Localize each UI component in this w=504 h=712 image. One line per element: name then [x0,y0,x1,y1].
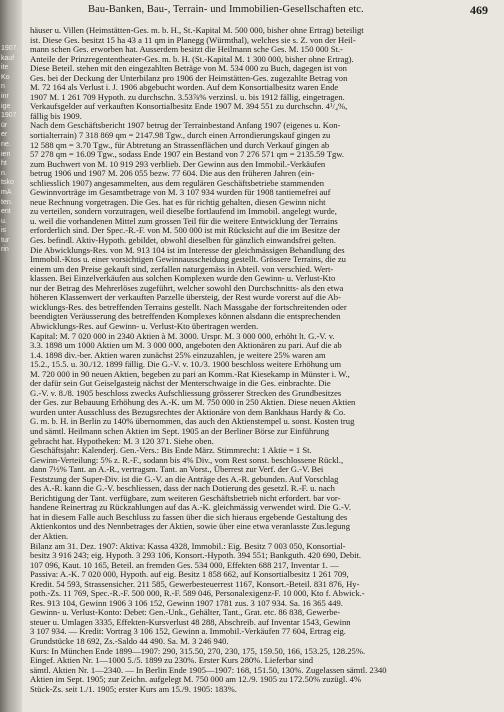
running-title: Bau-Banken, Bau-, Terrain- und Immobilien-Gesellschaften etc. [88,4,364,15]
body-line: Eingef. Aktien Nr. 1—1000 5./5. 1899 zu 230%. Erster Kurs 280%. Lieferbar sind [30,656,314,666]
body-line: Berichtigung der Tant. verfügbare, zum weiteren Geschäftsbetrieb nicht erfordert. bar vor- [30,493,341,503]
body-line: Anteile der Prinzregententheater-Ges. m. b. H. (St.-Kapital M. 1 300 000, bisher ohne Ertrag). [30,54,354,64]
body-line: erforderlich sind. Der Spec.-R.-F. von M. 500 000 ist mit Rücksicht auf die im Besitze der [30,226,341,236]
body-line: u. weil die vorhandenen Mittel zum grossen Teil für die weitere Entwicklung der Terrains [30,216,338,226]
body-line: neue Rechnung vorgetragen. Die Ges. hat es für richtig gehalten, diesen Gewinn nicht [30,197,326,207]
margin-fragment: er [1,131,8,139]
margin-fragment: u. [1,217,7,225]
body-line: Verkaufsgelder auf verkauften Konsortialbesitz Ende 1907 M. 394 551 zu durchschn. 4¹/₄%, [30,102,348,112]
body-line: 107 096, Kaut. 10 165, Beteil. an fremden Ges. 534 000, Effekten 688 217, Inventar 1. — [30,560,339,570]
body-line: ist. Diese Ges. besitzt 15 ha 43 a 11 qm in Planegg (Würmthal), welches sie s. Z. von der Heil- [30,35,356,45]
body-line: sortialterrain) 7 318 869 qm = 2147.98 Tgw., durch einen Arrondierungskauf gingen zu [30,131,331,141]
body-line: Gewinnvorträge im Gesamtbetrage von M. 3 107 934 wurden für 1908 tantiemefrei auf [30,188,331,198]
body-line: Aktienkontos und des Nennbetrages der Aktien, sowie über eine etwa veranlasste Zus.legung [30,522,351,532]
margin-fragment: ür [1,121,8,129]
margin-fragment: tur [1,236,10,244]
body-line: Stück-Zs. seit 1./1. 1905; erster Kurs am 15./9. 1905: 183%. [30,684,237,694]
body-line: Gewinn- u. Verlust-Konto: Debet: Gen.-Unk., Gehälter, Tant., Grat. etc. 86 838, Gewerbe- [30,608,341,618]
body-line: gebracht hat. Hypotheken: M. 3 120 371. Siehe oben. [30,436,214,446]
margin-fragment: inr [1,92,9,100]
body-line: der Aktien. [30,531,69,541]
body-line: Die Abwicklungs-Res. von M. 913 104 ist im Interesse der gleichmässigen Behandlung des [30,245,345,255]
body-line: fällig bis 1909. [30,111,82,121]
page-number: 469 [470,3,488,17]
body-line: Grundstücke 18 692, Zs.-Saldo 44 490. Sa. M. 3 246 940. [30,637,229,646]
margin-fragment: 1907. [1,45,19,52]
margin-fragment: ite [1,64,9,72]
body-line: Nach dem Geschäftsbericht 1907 betrug der Terrainbestand Anfang 1907 (eigenes u. Kon- [30,121,341,131]
body-line: Bilanz am 31. Dez. 1907: Aktiva: Kassa 4328, Immobil.: Eig. Besitz 7 003 050, Konsortial- [30,541,346,551]
body-line: 3 107 934. — Kredit: Vortrag 3 106 152, Gewinn a. Immobil.-Verkäufen 77 604, Ertrag eig. [30,627,346,637]
body-line: 15.2., 15.5. u. 30./12. 1899 fällig. Die G.-V. v. 10./3. 1900 beschloss weitere Erhöhung um [30,360,342,370]
body-line: Passiva: A.-K. 7 020 000, Hypoth. auf eig. Besitz 1 858 662, auf Konsortialbesitz 1 261 709, [30,570,349,580]
body-line: höheren Klassenwert der verkauften Parzelle übersteig, der Rest wurde vorerst auf die Ab- [30,293,341,303]
body-line: steuer u. Umlagen 3335, Effekten-Kursverlust 48 288, Abschreib. auf Inventar 1543, Gewinn [30,617,351,627]
margin-fragment: ige [1,102,11,110]
body-line: sämtl. Aktien Nr. 1—2340. — In Berlin Ende 1905—1907: 168, 151.50, 130%. Zugelassen sämtl. 2340 [30,665,387,675]
body-line: 3.3. 1898 um 1000 Aktien um M. 3 000 000, angeboten den Aktionären zu pari. Auf die ab [30,341,342,351]
body-line: M. 72 164 als Verlust i. J. 1906 abgebucht worden. Auf dem Konsortialbesitz waren Ende [30,83,339,93]
document-body [30,26,496,708]
body-line: hat in diesem Falle auch Beschluss zu fassen über die sich hieraus ergebende Gestaltung des [30,512,348,522]
body-line: wicklungs-Res. des betreffenden Terrains gestellt. Nach Massgabe der fortschreitenden oder [30,302,347,312]
body-line: und sämtl. Heilmann schen Aktien im Sept. 1905 an der Berliner Börse zur Einführung [30,426,330,436]
body-line: klassen. Bei Einzelverkäufen aus solchen Komplexen wurde den Gewinn- u. Verlust-Kto [30,274,336,284]
body-line: einem um den Preise gekauft sind, zerfallen naturgemäss in Abteil. von verschied. Wert- [30,264,334,274]
margin-fragment: Ko [1,73,10,81]
body-line: Kurs: In München Ende 1899—1907: 290, 315.50, 270, 230, 175, 159.50, 166, 153.25, 128.25%. [30,646,366,656]
body-line: Feststzung der Super-Div. ist die G.-V. an die Anträge des A.-R. gebunden. Auf Vorschlag [30,474,339,484]
body-line: Immobil.-Ktos u. einer vorsichtigen Gewinnausscheidung gestellt. Grössere Terrains, die zu [30,255,346,265]
body-line: zu verteilen, sondern vorzutragen, weil dieselbe fortlaufend im Immobil. angelegt wurde, [30,207,337,217]
margin-fragment: is [1,227,7,235]
body-line: G. m. b. H. in Berlin zu 140% übernommen, das auch den Aktienstempel u. sonst. Kosten trug [30,417,355,427]
body-line: handene Reinertrag zu Rückzahlungen auf das A.-K. gleichmässig verwendet wird. Die G.-V. [30,503,352,513]
body-line: M. 720 000 in 90 neuen Aktien, begeben zu pari an Komm.-Rat Kiesekamp in Münster i. W., [30,369,350,379]
body-line: poth.-Zs. 11 769, Spec.-R.-F. 500 000, R.-F. 589 046, Personalexigenz-F. 10 000, Kto f. Abwick.- [30,589,365,599]
margin-fragment: ten. [1,198,13,206]
body-line: 12 588 qm = 3.70 Tgw., für Abtretung an Strassenflächen und durch Verkauf gingen ab [30,140,330,150]
margin-fragment: ne. [1,140,11,148]
margin-fragment: tsko [1,179,14,187]
body-line: der Ges. zur Bebauung Erhöhung des A.-K. um M. 750 000 in 250 Aktien. Diese neuen Aktien [30,398,356,408]
body-line: dann 7½% Tant. an A.-R., vertragsm. Tant. an Vorst., Überrest zur Verf. der G.-V. Bei [30,465,324,475]
body-line: nur der Betrag des Mehrerlöses zugeführt, welcher sowohl den Durchschnitts- als den etwa [30,283,344,293]
margin-fragment: rin [1,246,9,254]
body-line: betrug 1906 und 1907 M. 206 055 bezw. 77 604. Die aus den früheren Jahren (ein- [30,169,315,179]
body-line: 57 278 qm = 16.09 Tgw., sodass Ende 1907 ein Bestand von 7 276 571 qm = 2135.59 Tgw. [30,150,345,160]
body-line: besitz 3 916 243; eig. Hypoth. 3 293 106, Konsort.-Hypoth. 394 551; Bankguth. 420 690, Debit. [30,551,362,561]
body-line: Diese Beteil. stehen mit den eingezahlten Beträge von M. 534 000 zu Buch, dagegen ist von [30,64,347,74]
body-line: 1.4. 1898 div.-ber. Aktien waren zunächst 25% einzuzahlen, je weitere 25% waren am [30,350,326,360]
body-line: mann schen Ges. erworben hat. Ausserdem besitzt die Heilmann sche Ges. M. 150 000 St.- [30,45,343,55]
body-line: Gewinn-Verteilung: 5% z. R.-F., sodann bis 4% Div., vom Rest sonst. beschlossene Rückl., [30,455,344,465]
body-line: häuser u. Villen (Heimstätten-Ges. m. b. H., St.-Kapital M. 500 000, bisher ohne Ertrag) beteiligt [30,26,364,35]
body-line: wurden unter Ausschluss des Bezugsrechtes der Aktionäre von dem Bankhaus Hardy & Co. [30,407,346,417]
margin-fragments [0,44,26,704]
margin-fragment: mA [1,188,12,196]
body-line: der dafür sein Gut Geiselgasteig nächst der Menterschwaige in die Ges. einbrachte. Die [30,379,331,389]
margin-fragment: ien [1,150,11,158]
body-line: Ges. befindl. Aktiv-Hypoth. gebildet, obwohl dieselben für gänzlich einwandsfrei gelten. [30,236,336,246]
margin-fragment: 1907 [1,112,17,120]
margin-fragment: kauf [1,54,15,62]
margin-fragment: ent [1,208,11,216]
margin-fragment: ht [1,160,7,168]
margin-fragment: n. [1,169,7,177]
page-header [88,4,488,18]
body-line: Ges. bei der Deckung der Unterbilanz pro 1906 der Heimstätten-Ges. zugezahlte Betrag von [30,73,348,83]
body-line: Res. 913 104, Gewinn 1906 3 106 152, Gewinn 1907 1781 zus. 3 107 934. Sa. 16 365 449. [30,598,343,608]
margin-fragment: n [1,83,5,91]
body-line: Abwicklungs-Res. auf Gewinn- u. Verlust-Kto übertragen werden. [30,321,259,331]
body-line: 1907 M. 1 261 709 Hypoth. zu durchschn. 3.53⅞% verzinsl. u. bis 1912 fällig, eingetragen. [30,92,345,102]
body-line: beendigten Veräusserung des betreffenden Komplexes können alsdann die entsprechenden [30,312,341,322]
body-line: G.-V. v. 8./8. 1905 beschloss zwecks Aufschliessung grösserer Strecken des Grundbesitzes [30,388,342,398]
body-line: Kapital: M. 7 020 000 in 2340 Aktien à M. 3000. Urspr. M. 3 000 000, erhöht lt. G.-V. v. [30,331,335,341]
body-line: schliesslich 1907) angesammelten, aus dem regulären Geschäftsbetriebe stammenden [30,178,324,188]
body-line: des A.-R. kann die G.-V. beschliessen, dass der nach Dotierung des gesetzl. R.-F. u. nach [30,484,335,494]
body-line: zum Buchwert von M. 10 919 293 verblieb. Der Gewinn aus den Immobil.-Verkäufen [30,159,326,169]
body-line: Geschäftsjahr: Kalenderj. Gen.-Vers.: Bis Ende März. Stimmrecht: 1 Aktie = 1 St. [30,446,312,456]
body-line: Aktien im Sept. 1905; zur Zeichn. aufgelegt M. 750 000 am 12./9. 1905 zu 172.50% zuzügl. 4% [30,675,362,685]
body-line: Kredit. 54 593, Strassensicher. 211 585, Gewerbesteuerrest 1167, Konsort.-Beteil. 831 876, Hy- [30,579,360,589]
